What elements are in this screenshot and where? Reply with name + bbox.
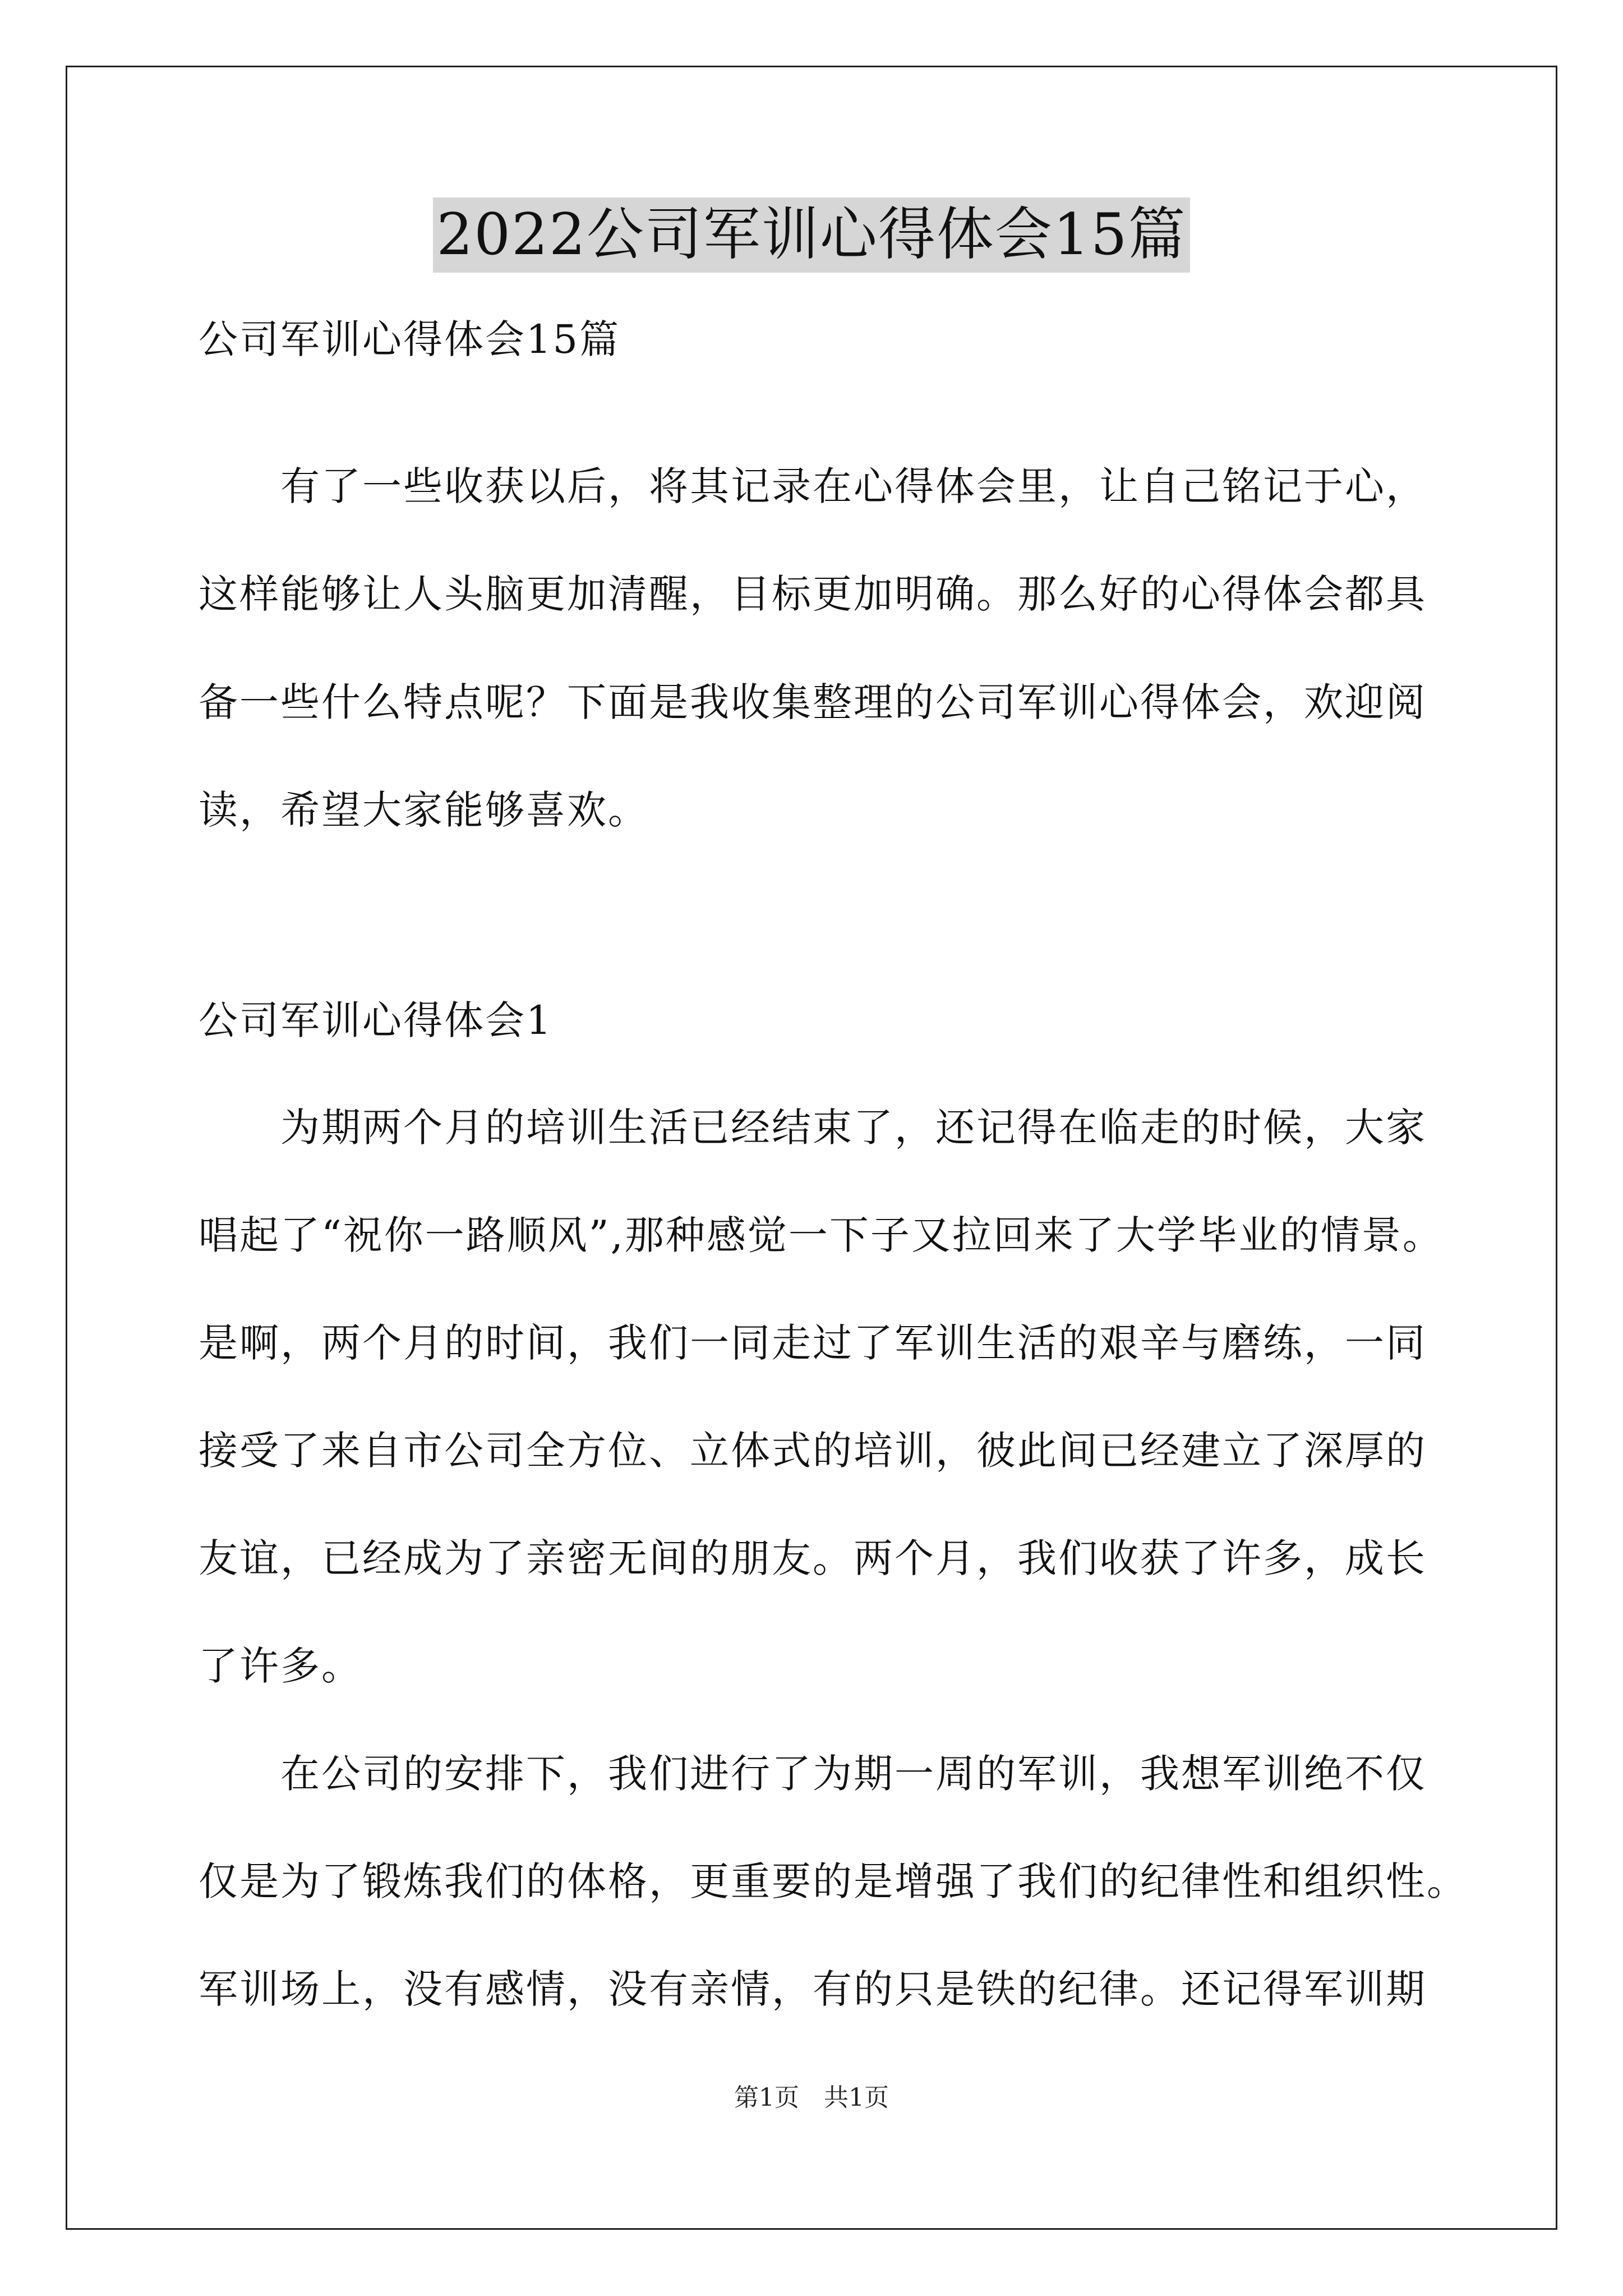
body-line: 接受了来自市公司全方位、立体式的培训，彼此间已经建立了深厚的 [199, 1428, 1427, 1474]
document-title: 2022公司军训心得体会15篇 [433, 197, 1189, 273]
body-line: 为期两个月的培训生活已经结束了，还记得在临走的时候，大家 [199, 1105, 1427, 1151]
title-container [0, 197, 1623, 273]
body-line: 唱起了“祝你一路顺风”,那种感觉一下子又拉回来了大学毕业的情景。 [199, 1212, 1444, 1258]
body-line: 友谊，已经成为了亲密无间的朋友。两个月，我们收获了许多，成长 [199, 1535, 1427, 1581]
body-line: 是啊，两个月的时间，我们一同走过了军训生活的艰辛与磨练，一同 [199, 1320, 1427, 1366]
section-heading: 公司军训心得体会1 [199, 997, 553, 1043]
body-line: 了许多。 [199, 1643, 362, 1689]
body-line: 备一些什么特点呢？下面是我收集整理的公司军训心得体会，欢迎阅 [199, 679, 1427, 725]
body-line: 读，希望大家能够喜欢。 [199, 787, 649, 833]
body-line: 军训场上，没有感情，没有亲情，有的只是铁的纪律。还记得军训期 [199, 1966, 1427, 2012]
body-line: 这样能够让人头脑更加清醒，目标更加明确。那么好的心得体会都具 [199, 571, 1427, 617]
body-line: 在公司的安排下，我们进行了为期一周的军训，我想军训绝不仅 [199, 1751, 1427, 1797]
body-line: 仅是为了锻炼我们的体格，更重要的是增强了我们的纪律性和组织性。 [199, 1858, 1468, 1904]
subtitle-line: 公司军训心得体会15篇 [199, 316, 621, 362]
page-footer: 第1页 共1页 [734, 2083, 889, 2112]
body-line: 有了一些收获以后，将其记录在心得体会里，让自己铭记于心， [199, 463, 1427, 509]
